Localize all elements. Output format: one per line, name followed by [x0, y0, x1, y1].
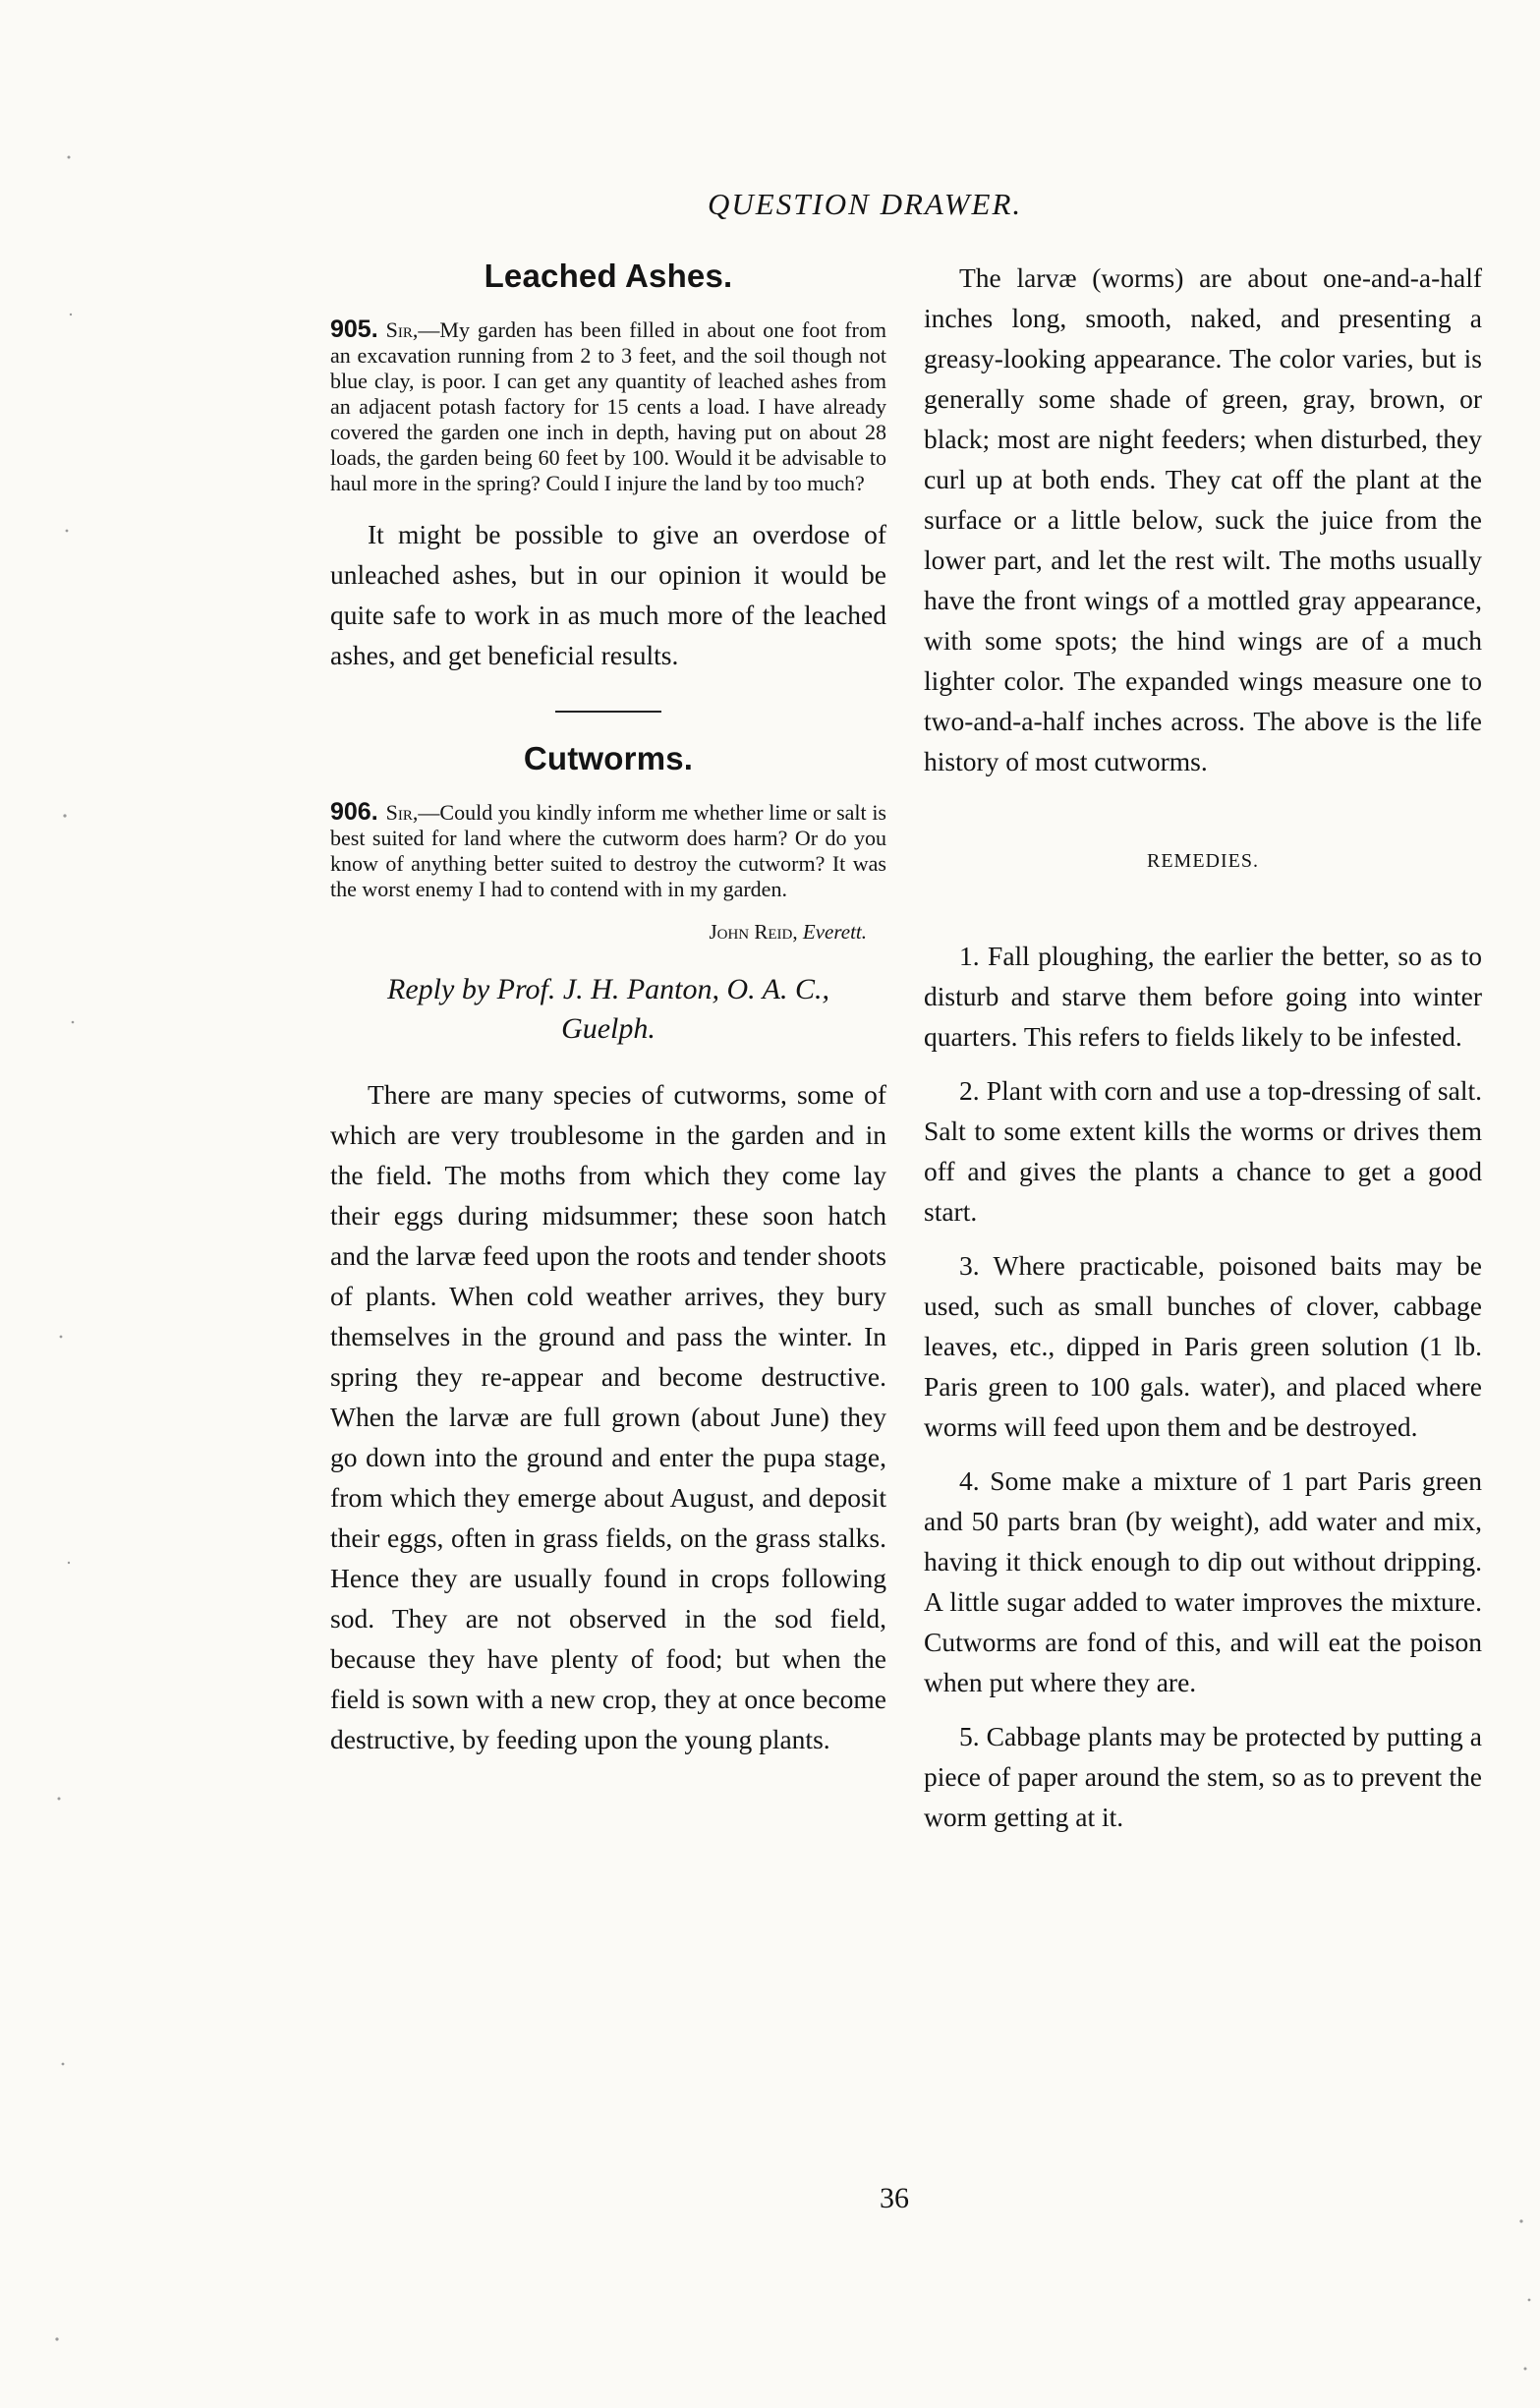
section-divider — [555, 711, 661, 713]
reply-text: There are many species of cutworms, some of which are very troublesome in the garden and in the field. The moths from which they come lay their eggs during midsummer; these soon hatch and the larvæ feed upon the roots and tender shoots of plants. When cold weather arrives, they bury themselves in the ground and pass the winter. In spring they re-appear and become destructive. When the larvæ are full grown (about June) they go down into the ground and enter the pupa stage, from which they emerge about August, and deposit their eggs, often in grass fields, on the grass stalks. Hence they are usually found in crops following sod. They are not observed in the sod field, because they have plenty of food; but when the field is sown with a new crop, they at once become destructive, by feeding upon the young plants. — [330, 1079, 886, 1754]
question-number: 905. — [330, 315, 378, 343]
running-head: QUESTION DRAWER. — [708, 187, 1023, 221]
signature-name: John Reid, — [709, 920, 798, 944]
salutation: Sir, — [385, 800, 419, 825]
section-title-leached-ashes: Leached Ashes. — [484, 258, 733, 294]
question-906 — [330, 799, 886, 902]
remedy-item: 1. Fall ploughing, the earlier the better, so as to disturb and starve them before going into winter quarters. This refers to fields likely to be infested. — [924, 941, 1482, 1052]
signature — [330, 920, 867, 945]
reply-byline: Reply by Prof. J. H. Panton, O. A. C., Guelph. — [387, 973, 829, 1045]
remedy-item: 2. Plant with corn and use a top-dressing of salt. Salt to some extent kills the worms or drives them off and gives the plants a chance to get a good start. — [924, 1075, 1482, 1227]
remedies-heading: REMEDIES. — [1147, 850, 1259, 872]
question-905 — [330, 316, 886, 496]
remedy-item: 4. Some make a mixture of 1 part Paris green and 50 parts bran (by weight), add water and mix, having it thick enough to dip out without dripping. A little sugar added to water improves the mixture. Cutworms are fond of this, and will eat the poison when put where they are. — [924, 1465, 1482, 1697]
continuation-text: The larvæ (worms) are about one-and-a-half inches long, smooth, naked, and presenting a greasy-looking appearance. The color varies, but is generally some shade of green, gray, brown, or black; most are night feeders; when disturbed, they curl up at both ends. They cat off the plant at the surface or a little below, suck the juice from the lower part, and let the rest wilt. The moths usually have the front wings of a mottled gray appearance, with some spots; the hind wings are of a much lighter color. The expanded wings measure one to two-and-a-half inches across. The above is the life history of most cutworms. — [924, 262, 1482, 776]
question-number: 906. — [330, 798, 378, 826]
answer-905: It might be possible to give an overdose of unleached ashes, but in our opinion it would be quite safe to work in as much more of the leached ashes, and get beneficial results. — [330, 519, 886, 670]
question-text: —Could you kindly inform me whether lime or salt is best suited for land where the cutworm does harm? Or do you know of anything better suited to destroy the cutworm? It was the worst enemy I had to contend with in my garden. — [330, 800, 886, 901]
salutation: Sir, — [385, 317, 419, 342]
remedy-item: 5. Cabbage plants may be protected by putting a piece of paper around the stem, so as to prevent the worm getting at it. — [924, 1721, 1482, 1832]
right-column — [924, 258, 1482, 1847]
signature-place: Everett. — [802, 920, 867, 944]
section-title-cutworms: Cutworms. — [523, 740, 694, 776]
left-column — [330, 258, 886, 1759]
page-number: 36 — [880, 2182, 909, 2214]
question-text: —My garden has been filled in about one foot from an excavation running from 2 to 3 feet, and the soil though not blue clay, is poor. I can get any quantity of leached ashes from an adjacent potash factory for 15 cents a load. I have already covered the garden one inch in depth, having put on about 28 loads, the garden being 60 feet by 100. Would it be advisable to haul more in the spring? Could I injure the land by too much? — [330, 317, 886, 495]
remedy-item: 3. Where practicable, poisoned baits may be used, such as small bunches of clover, cabbage leaves, etc., dipped in Paris green solution (1 lb. Paris green to 100 gals. water), and placed where worms will feed upon them and be destroyed. — [924, 1250, 1482, 1442]
